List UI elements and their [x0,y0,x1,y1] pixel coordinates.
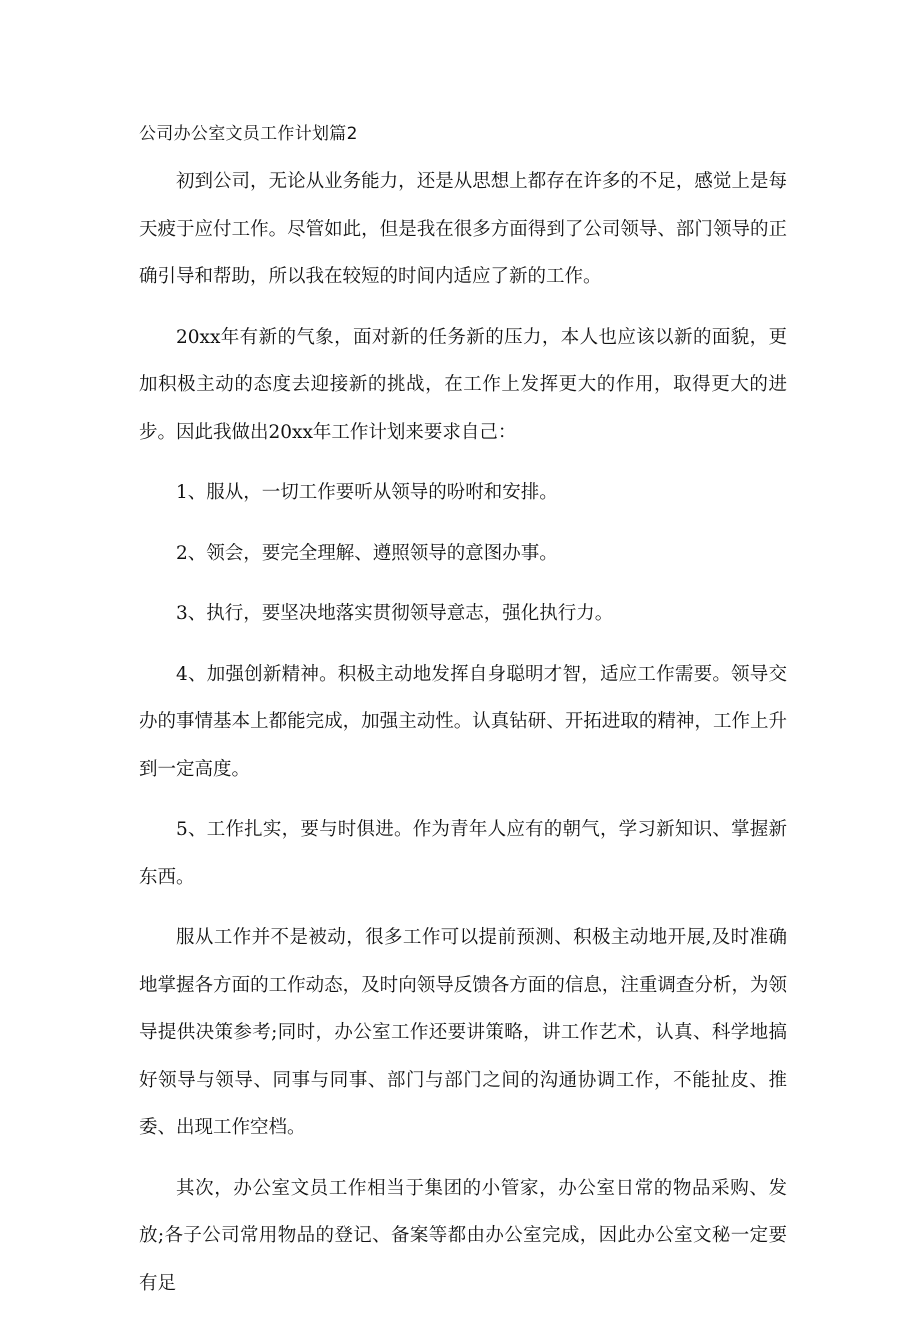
list-item-4: 4、加强创新精神。积极主动地发挥自身聪明才智，适应工作需要。领导交办的事情基本上都能完成，加强主动性。认真钻研、开拓进取的精神，工作上升到一定高度。 [139,663,787,780]
list-item-2: 2、领会，要完全理解、遵照领导的意图办事。 [176,542,558,564]
paragraph-intro: 初到公司，无论从业务能力，还是从思想上都存在许多的不足，感觉上是每天疲于应付工作。尽管如此，但是我在很多方面得到了公司领导、部门领导的正确引导和帮助，所以我在较短的时间内适应了新的工作。 [139,171,787,287]
paragraph-obedience: 服从工作并不是被动，很多工作可以提前预测、积极主动地开展,及时准确地掌握各方面的工作动态，及时向领导反馈各方面的信息，注重调查分析，为领导提供决策参考;同时，办公室工作还要讲策略，讲工作艺术，认真、科学地搞好领导与领导、同事与同事、部门与部门之间的沟通协调工作，不能扯皮、推委、出现工作空档。 [139,927,787,1138]
document-title: 公司办公室文员工作计划篇2 [139,124,358,144]
paragraph-plan-purpose: 20xx年有新的气象，面对新的任务新的压力，本人也应该以新的面貌，更加积极主动的态度去迎接新的挑战，在工作上发挥更大的作用，取得更大的进步。因此我做出20xx年工作计划来要求自己： [139,326,787,443]
list-item-3: 3、执行，要坚决地落实贯彻领导意志，强化执行力。 [176,603,614,624]
paragraph-secondly: 其次，办公室文员工作相当于集团的小管家，办公室日常的物品采购、发放;各子公司常用物品的登记、备案等都由办公室完成，因此办公室文秘一定要有足 [139,1177,787,1294]
list-item-5: 5、工作扎实，要与时俱进。作为青年人应有的朝气，学习新知识、掌握新东西。 [139,819,787,888]
list-item-1: 1、服从，一切工作要听从领导的吩咐和安排。 [176,482,558,503]
document-body [139,158,787,1320]
